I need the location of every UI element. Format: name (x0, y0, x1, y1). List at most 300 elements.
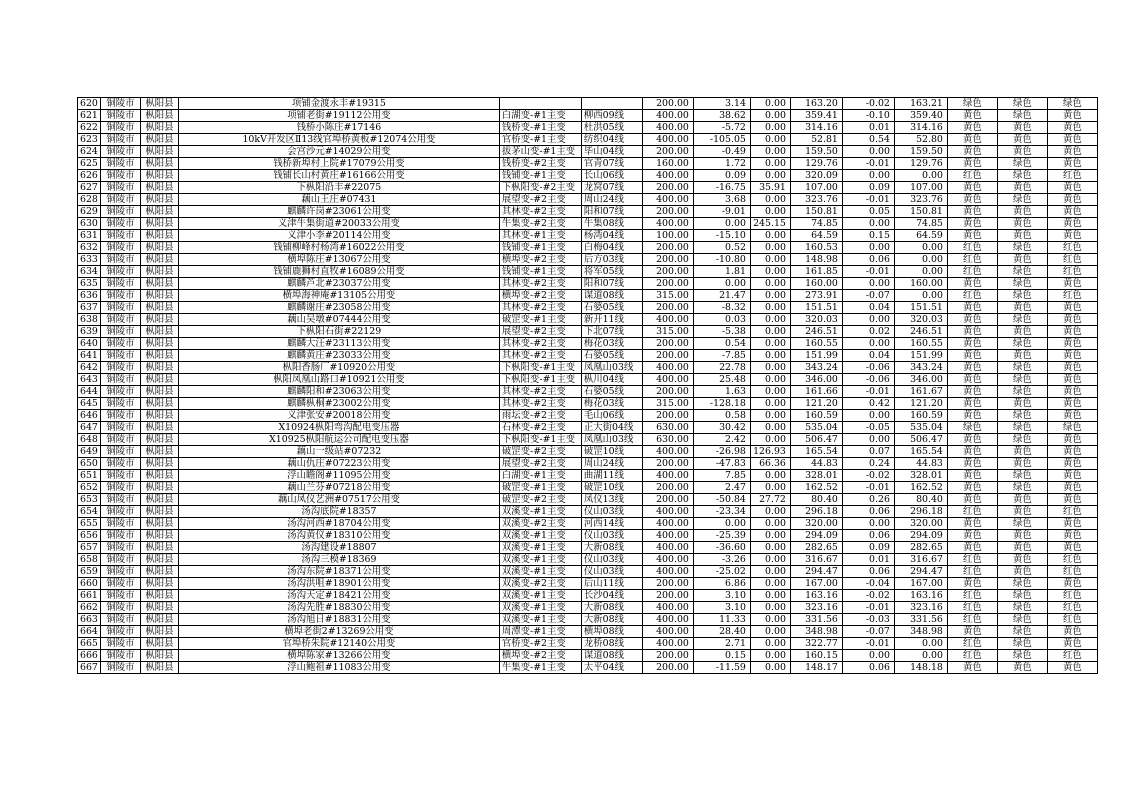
cell-row-index: 631 (78, 230, 101, 242)
cell-value-b: 0.00 (750, 518, 790, 530)
cell-status-color-1: 黄色 (947, 662, 997, 674)
cell-transformer-name: 枞阳香肠厂#10920公用变 (178, 362, 499, 374)
cell-value-a: 22.78 (693, 362, 750, 374)
cell-county: 枞阳县 (140, 290, 178, 302)
cell-row-index: 620 (78, 98, 101, 110)
table-row (78, 614, 1098, 626)
cell-status-color-3: 黄色 (1047, 338, 1097, 350)
cell-status-color-1: 黄色 (947, 230, 997, 242)
cell-value-a: -105.05 (693, 134, 750, 146)
cell-capacity: 400.00 (642, 218, 693, 230)
cell-county: 枞阳县 (140, 254, 178, 266)
cell-city: 铜陵市 (100, 230, 140, 242)
cell-value-a: 2.71 (693, 638, 750, 650)
cell-substation: 横埠变-#2主变 (499, 254, 581, 266)
cell-status-color-2: 黄色 (997, 146, 1047, 158)
cell-status-color-2: 绿色 (997, 194, 1047, 206)
cell-feeder: 仪山03线 (581, 566, 642, 578)
cell-feeder: 周山24线 (581, 458, 642, 470)
cell-city: 铜陵市 (100, 254, 140, 266)
table-row (78, 206, 1098, 218)
cell-value-e: 328.01 (894, 470, 947, 482)
cell-capacity: 400.00 (642, 362, 693, 374)
cell-capacity: 630.00 (642, 422, 693, 434)
cell-county: 枞阳县 (140, 326, 178, 338)
cell-value-d: 0.24 (842, 458, 894, 470)
table-row (78, 530, 1098, 542)
cell-county: 枞阳县 (140, 518, 178, 530)
cell-capacity: 400.00 (642, 554, 693, 566)
cell-transformer-name: 麒麟大汪#23113公用变 (178, 338, 499, 350)
cell-status-color-2: 绿色 (997, 470, 1047, 482)
cell-value-e: 294.09 (894, 530, 947, 542)
cell-capacity: 400.00 (642, 506, 693, 518)
cell-city: 铜陵市 (100, 338, 140, 350)
cell-feeder: 大新08线 (581, 542, 642, 554)
cell-value-e: 80.40 (894, 494, 947, 506)
cell-status-color-2: 绿色 (997, 638, 1047, 650)
cell-city: 铜陵市 (100, 422, 140, 434)
cell-row-index: 643 (78, 374, 101, 386)
cell-value-a: -11.59 (693, 662, 750, 674)
cell-value-a: 25.48 (693, 374, 750, 386)
cell-value-b: 0.00 (750, 110, 790, 122)
cell-transformer-name: 藕山一级站#07232 (178, 446, 499, 458)
cell-status-color-3: 黄色 (1047, 518, 1097, 530)
cell-transformer-name: 义津小李#20114公用变 (178, 230, 499, 242)
cell-value-c: 320.09 (790, 170, 842, 182)
cell-substation: 破罡变-#1主变 (499, 482, 581, 494)
cell-status-color-2: 绿色 (997, 590, 1047, 602)
cell-status-color-1: 黄色 (947, 326, 997, 338)
cell-value-e: 506.47 (894, 434, 947, 446)
cell-row-index: 641 (78, 350, 101, 362)
cell-value-c: 167.00 (790, 578, 842, 590)
cell-substation: 石林变-#2主变 (499, 422, 581, 434)
table-row (78, 254, 1098, 266)
cell-county: 枞阳县 (140, 614, 178, 626)
cell-value-c: 160.15 (790, 650, 842, 662)
cell-row-index: 667 (78, 662, 101, 674)
cell-status-color-2: 绿色 (997, 158, 1047, 170)
table-row (78, 626, 1098, 638)
cell-feeder: 阳和07线 (581, 278, 642, 290)
cell-capacity: 200.00 (642, 254, 693, 266)
cell-value-a: 0.09 (693, 170, 750, 182)
cell-transformer-name: 藕山仇庄#07223公用变 (178, 458, 499, 470)
cell-value-d: 0.00 (842, 218, 894, 230)
cell-value-d: -0.01 (842, 386, 894, 398)
cell-county: 枞阳县 (140, 566, 178, 578)
table-row (78, 170, 1098, 182)
cell-status-color-3: 黄色 (1047, 326, 1097, 338)
cell-county: 枞阳县 (140, 530, 178, 542)
cell-capacity: 400.00 (642, 518, 693, 530)
cell-value-a: 3.68 (693, 194, 750, 206)
cell-value-b: 0.00 (750, 170, 790, 182)
cell-value-b: 0.00 (750, 134, 790, 146)
cell-status-color-1: 红色 (947, 638, 997, 650)
cell-row-index: 627 (78, 182, 101, 194)
cell-value-c: 294.09 (790, 530, 842, 542)
cell-feeder: 后山11线 (581, 578, 642, 590)
cell-substation: 牛集变-#1主变 (499, 662, 581, 674)
cell-status-color-1: 黄色 (947, 410, 997, 422)
cell-transformer-name: 横埠海神庵#13105公用变 (178, 290, 499, 302)
cell-city: 铜陵市 (100, 266, 140, 278)
cell-status-color-3: 黄色 (1047, 374, 1097, 386)
cell-value-b: 0.00 (750, 506, 790, 518)
cell-county: 枞阳县 (140, 602, 178, 614)
cell-status-color-2: 黄色 (997, 542, 1047, 554)
cell-county: 枞阳县 (140, 590, 178, 602)
cell-value-b: 0.00 (750, 386, 790, 398)
cell-status-color-1: 黄色 (947, 398, 997, 410)
cell-status-color-3: 红色 (1047, 290, 1097, 302)
cell-status-color-1: 红色 (947, 590, 997, 602)
table-row (78, 482, 1098, 494)
cell-row-index: 666 (78, 650, 101, 662)
cell-substation: 白湖变-#1主变 (499, 470, 581, 482)
cell-city: 铜陵市 (100, 386, 140, 398)
cell-feeder: 破罡10线 (581, 482, 642, 494)
cell-status-color-2: 绿色 (997, 314, 1047, 326)
cell-value-b: 0.00 (750, 278, 790, 290)
cell-county: 枞阳县 (140, 638, 178, 650)
cell-value-c: 162.52 (790, 482, 842, 494)
cell-capacity: 200.00 (642, 98, 693, 110)
cell-county: 枞阳县 (140, 506, 178, 518)
cell-value-b: 27.72 (750, 494, 790, 506)
cell-transformer-name: 麒麟黄庄#23033公用变 (178, 350, 499, 362)
cell-status-color-1: 黄色 (947, 158, 997, 170)
cell-county: 枞阳县 (140, 470, 178, 482)
cell-city: 铜陵市 (100, 602, 140, 614)
table-row (78, 194, 1098, 206)
cell-status-color-1: 黄色 (947, 530, 997, 542)
cell-value-a: 7.85 (693, 470, 750, 482)
cell-row-index: 642 (78, 362, 101, 374)
cell-feeder: 后方03线 (581, 254, 642, 266)
cell-row-index: 664 (78, 626, 101, 638)
cell-substation: 牛集变-#2主变 (499, 218, 581, 230)
cell-status-color-2: 绿色 (997, 626, 1047, 638)
cell-row-index: 653 (78, 494, 101, 506)
cell-status-color-1: 黄色 (947, 494, 997, 506)
cell-status-color-3: 黄色 (1047, 410, 1097, 422)
cell-value-e: 246.51 (894, 326, 947, 338)
cell-capacity: 400.00 (642, 170, 693, 182)
cell-transformer-name: 汤沟底院#18357 (178, 506, 499, 518)
cell-value-a: 3.10 (693, 602, 750, 614)
cell-value-c: 322.77 (790, 638, 842, 650)
cell-value-e: 0.00 (894, 254, 947, 266)
cell-substation: 展望变-#2主变 (499, 458, 581, 470)
cell-substation: 钱铺变-#1主变 (499, 266, 581, 278)
cell-row-index: 665 (78, 638, 101, 650)
cell-value-b: 0.00 (750, 146, 790, 158)
cell-row-index: 656 (78, 530, 101, 542)
cell-city: 铜陵市 (100, 614, 140, 626)
cell-status-color-1: 黄色 (947, 146, 997, 158)
cell-city: 铜陵市 (100, 542, 140, 554)
cell-value-b: 0.00 (750, 482, 790, 494)
cell-transformer-name: 钱铺长山村黄庄#16166公用变 (178, 170, 499, 182)
table-row (78, 302, 1098, 314)
cell-transformer-name: 麒麟枞桐#23002公用变 (178, 398, 499, 410)
cell-value-d: 0.00 (842, 242, 894, 254)
cell-county: 枞阳县 (140, 122, 178, 134)
cell-county: 枞阳县 (140, 146, 178, 158)
cell-status-color-2: 绿色 (997, 422, 1047, 434)
cell-value-b: 0.00 (750, 566, 790, 578)
cell-capacity: 400.00 (642, 614, 693, 626)
cell-capacity: 400.00 (642, 626, 693, 638)
cell-value-c: 163.16 (790, 590, 842, 602)
cell-city: 铜陵市 (100, 218, 140, 230)
cell-value-a: -5.72 (693, 122, 750, 134)
cell-row-index: 622 (78, 122, 101, 134)
cell-value-a: -36.60 (693, 542, 750, 554)
cell-city: 铜陵市 (100, 146, 140, 158)
cell-substation: 破罡变-#2主变 (499, 446, 581, 458)
cell-value-d: 0.04 (842, 302, 894, 314)
cell-status-color-2: 黄色 (997, 218, 1047, 230)
cell-substation: 其林变-#2主变 (499, 278, 581, 290)
cell-city: 铜陵市 (100, 578, 140, 590)
cell-status-color-2: 绿色 (997, 386, 1047, 398)
table-row (78, 134, 1098, 146)
table-row (78, 230, 1098, 242)
cell-value-c: 160.53 (790, 242, 842, 254)
cell-row-index: 644 (78, 386, 101, 398)
cell-capacity: 160.00 (642, 158, 693, 170)
cell-row-index: 657 (78, 542, 101, 554)
cell-status-color-2: 黄色 (997, 122, 1047, 134)
cell-status-color-2: 绿色 (997, 434, 1047, 446)
cell-transformer-name: 汤沟旭日#18831公用变 (178, 614, 499, 626)
cell-value-a: -15.10 (693, 230, 750, 242)
cell-county: 枞阳县 (140, 206, 178, 218)
cell-substation: 双溪变-#1主变 (499, 542, 581, 554)
cell-value-c: 129.76 (790, 158, 842, 170)
cell-value-a: 0.58 (693, 410, 750, 422)
table-row (78, 398, 1098, 410)
cell-feeder: 大新08线 (581, 614, 642, 626)
cell-row-index: 645 (78, 398, 101, 410)
cell-value-a: 1.63 (693, 386, 750, 398)
cell-value-a: 21.47 (693, 290, 750, 302)
table-row (78, 374, 1098, 386)
cell-value-c: 323.16 (790, 602, 842, 614)
cell-transformer-name: 枞阳凤凰山路口#10921公用变 (178, 374, 499, 386)
cell-substation: 钱铺变-#1主变 (499, 242, 581, 254)
cell-value-d: 0.54 (842, 134, 894, 146)
cell-transformer-name: 藕山兰芬#07218公用变 (178, 482, 499, 494)
cell-value-a: -5.38 (693, 326, 750, 338)
cell-value-c: 348.98 (790, 626, 842, 638)
cell-substation: 其林变-#2主变 (499, 386, 581, 398)
cell-feeder: 毛山06线 (581, 410, 642, 422)
cell-value-c: 331.56 (790, 614, 842, 626)
cell-value-b: 0.00 (750, 326, 790, 338)
table-row (78, 542, 1098, 554)
cell-city: 铜陵市 (100, 182, 140, 194)
cell-transformer-name: 钱桥新埠村上院#17079公用变 (178, 158, 499, 170)
cell-status-color-1: 绿色 (947, 98, 997, 110)
table-row (78, 446, 1098, 458)
cell-transformer-name: 钱铺柳峰村杨湾#16022公用变 (178, 242, 499, 254)
cell-value-d: -0.01 (842, 638, 894, 650)
cell-city: 铜陵市 (100, 98, 140, 110)
table-row (78, 506, 1098, 518)
cell-status-color-3: 黄色 (1047, 122, 1097, 134)
cell-capacity: 200.00 (642, 350, 693, 362)
table-row (78, 422, 1098, 434)
cell-substation: 下枞阳变-#1主变 (499, 362, 581, 374)
cell-status-color-1: 黄色 (947, 122, 997, 134)
cell-row-index: 650 (78, 458, 101, 470)
cell-feeder: 石婆05线 (581, 350, 642, 362)
cell-transformer-name: 官埠桥朱院#12140公用变 (178, 638, 499, 650)
table-row (78, 566, 1098, 578)
cell-status-color-3: 红色 (1047, 254, 1097, 266)
cell-feeder: 谋道08线 (581, 650, 642, 662)
cell-value-d: -0.07 (842, 626, 894, 638)
cell-capacity: 200.00 (642, 146, 693, 158)
cell-value-e: 320.00 (894, 518, 947, 530)
cell-status-color-1: 黄色 (947, 578, 997, 590)
cell-value-e: 323.76 (894, 194, 947, 206)
cell-capacity: 200.00 (642, 338, 693, 350)
cell-capacity: 630.00 (642, 434, 693, 446)
cell-status-color-2: 绿色 (997, 110, 1047, 122)
cell-transformer-name: X10925枞阳航运公司配电变压器 (178, 434, 499, 446)
table-row (78, 458, 1098, 470)
cell-transformer-name: 藕山吴墩#07444公用变 (178, 314, 499, 326)
cell-capacity: 400.00 (642, 110, 693, 122)
cell-capacity: 200.00 (642, 206, 693, 218)
cell-value-e: 314.16 (894, 122, 947, 134)
cell-status-color-2: 绿色 (997, 518, 1047, 530)
cell-value-a: 0.00 (693, 218, 750, 230)
cell-county: 枞阳县 (140, 662, 178, 674)
cell-capacity: 200.00 (642, 266, 693, 278)
cell-feeder: 凤凰山03线 (581, 434, 642, 446)
table-row (78, 182, 1098, 194)
cell-value-a: 0.03 (693, 314, 750, 326)
cell-value-c: 161.85 (790, 266, 842, 278)
cell-status-color-3: 红色 (1047, 566, 1097, 578)
cell-status-color-1: 黄色 (947, 278, 997, 290)
cell-capacity: 200.00 (642, 278, 693, 290)
table-row (78, 602, 1098, 614)
cell-status-color-3: 黄色 (1047, 158, 1097, 170)
cell-value-e: 165.54 (894, 446, 947, 458)
cell-value-c: 294.47 (790, 566, 842, 578)
cell-feeder (581, 98, 642, 110)
cell-county: 枞阳县 (140, 242, 178, 254)
cell-value-a: -10.80 (693, 254, 750, 266)
cell-status-color-1: 红色 (947, 602, 997, 614)
cell-status-color-1: 黄色 (947, 182, 997, 194)
cell-feeder: 将军05线 (581, 266, 642, 278)
cell-capacity: 400.00 (642, 446, 693, 458)
cell-county: 枞阳县 (140, 422, 178, 434)
cell-status-color-2: 黄色 (997, 230, 1047, 242)
cell-value-b: 0.00 (750, 194, 790, 206)
cell-status-color-3: 红色 (1047, 602, 1097, 614)
cell-value-d: 0.00 (842, 314, 894, 326)
cell-value-b: 0.00 (750, 254, 790, 266)
cell-value-c: 159.50 (790, 146, 842, 158)
cell-status-color-2: 绿色 (997, 482, 1047, 494)
cell-value-b: 0.00 (750, 398, 790, 410)
cell-city: 铜陵市 (100, 362, 140, 374)
cell-row-index: 663 (78, 614, 101, 626)
cell-feeder: 官青07线 (581, 158, 642, 170)
cell-value-d: -0.04 (842, 578, 894, 590)
cell-status-color-1: 绿色 (947, 422, 997, 434)
cell-status-color-2: 黄色 (997, 446, 1047, 458)
cell-status-color-3: 红色 (1047, 506, 1097, 518)
cell-value-c: 165.54 (790, 446, 842, 458)
cell-value-e: 107.00 (894, 182, 947, 194)
table-row (78, 494, 1098, 506)
cell-status-color-2: 黄色 (997, 302, 1047, 314)
table-row (78, 470, 1098, 482)
cell-value-b: 0.00 (750, 338, 790, 350)
cell-status-color-2: 绿色 (997, 170, 1047, 182)
cell-row-index: 661 (78, 590, 101, 602)
cell-status-color-1: 黄色 (947, 362, 997, 374)
cell-transformer-name: 浮山鲍祖#11083公用变 (178, 662, 499, 674)
cell-value-e: 0.00 (894, 638, 947, 650)
cell-status-color-1: 红色 (947, 266, 997, 278)
cell-value-e: 282.65 (894, 542, 947, 554)
cell-feeder: 大新08线 (581, 602, 642, 614)
cell-value-d: -0.06 (842, 362, 894, 374)
cell-substation (499, 98, 581, 110)
cell-value-a: 38.62 (693, 110, 750, 122)
cell-capacity: 200.00 (642, 410, 693, 422)
cell-substation: 下枞阳变-#1主变 (499, 434, 581, 446)
cell-value-b: 66.36 (750, 458, 790, 470)
cell-value-d: 0.02 (842, 326, 894, 338)
cell-value-b: 0.00 (750, 290, 790, 302)
cell-value-a: 0.00 (693, 278, 750, 290)
table-row (78, 338, 1098, 350)
cell-capacity: 400.00 (642, 122, 693, 134)
cell-value-a: -8.32 (693, 302, 750, 314)
cell-value-a: 2.42 (693, 434, 750, 446)
cell-row-index: 625 (78, 158, 101, 170)
table-row (78, 410, 1098, 422)
cell-county: 枞阳县 (140, 158, 178, 170)
cell-value-d: 0.06 (842, 254, 894, 266)
cell-substation: 双溪变-#1主变 (499, 554, 581, 566)
cell-value-d: 0.07 (842, 446, 894, 458)
cell-row-index: 633 (78, 254, 101, 266)
cell-county: 枞阳县 (140, 278, 178, 290)
cell-feeder: 长沙04线 (581, 590, 642, 602)
cell-capacity: 200.00 (642, 662, 693, 674)
cell-value-d: 0.42 (842, 398, 894, 410)
cell-status-color-3: 黄色 (1047, 218, 1097, 230)
cell-value-e: 316.67 (894, 554, 947, 566)
cell-transformer-name: 汤沟黄仪#18310公用变 (178, 530, 499, 542)
cell-status-color-2: 黄色 (997, 254, 1047, 266)
